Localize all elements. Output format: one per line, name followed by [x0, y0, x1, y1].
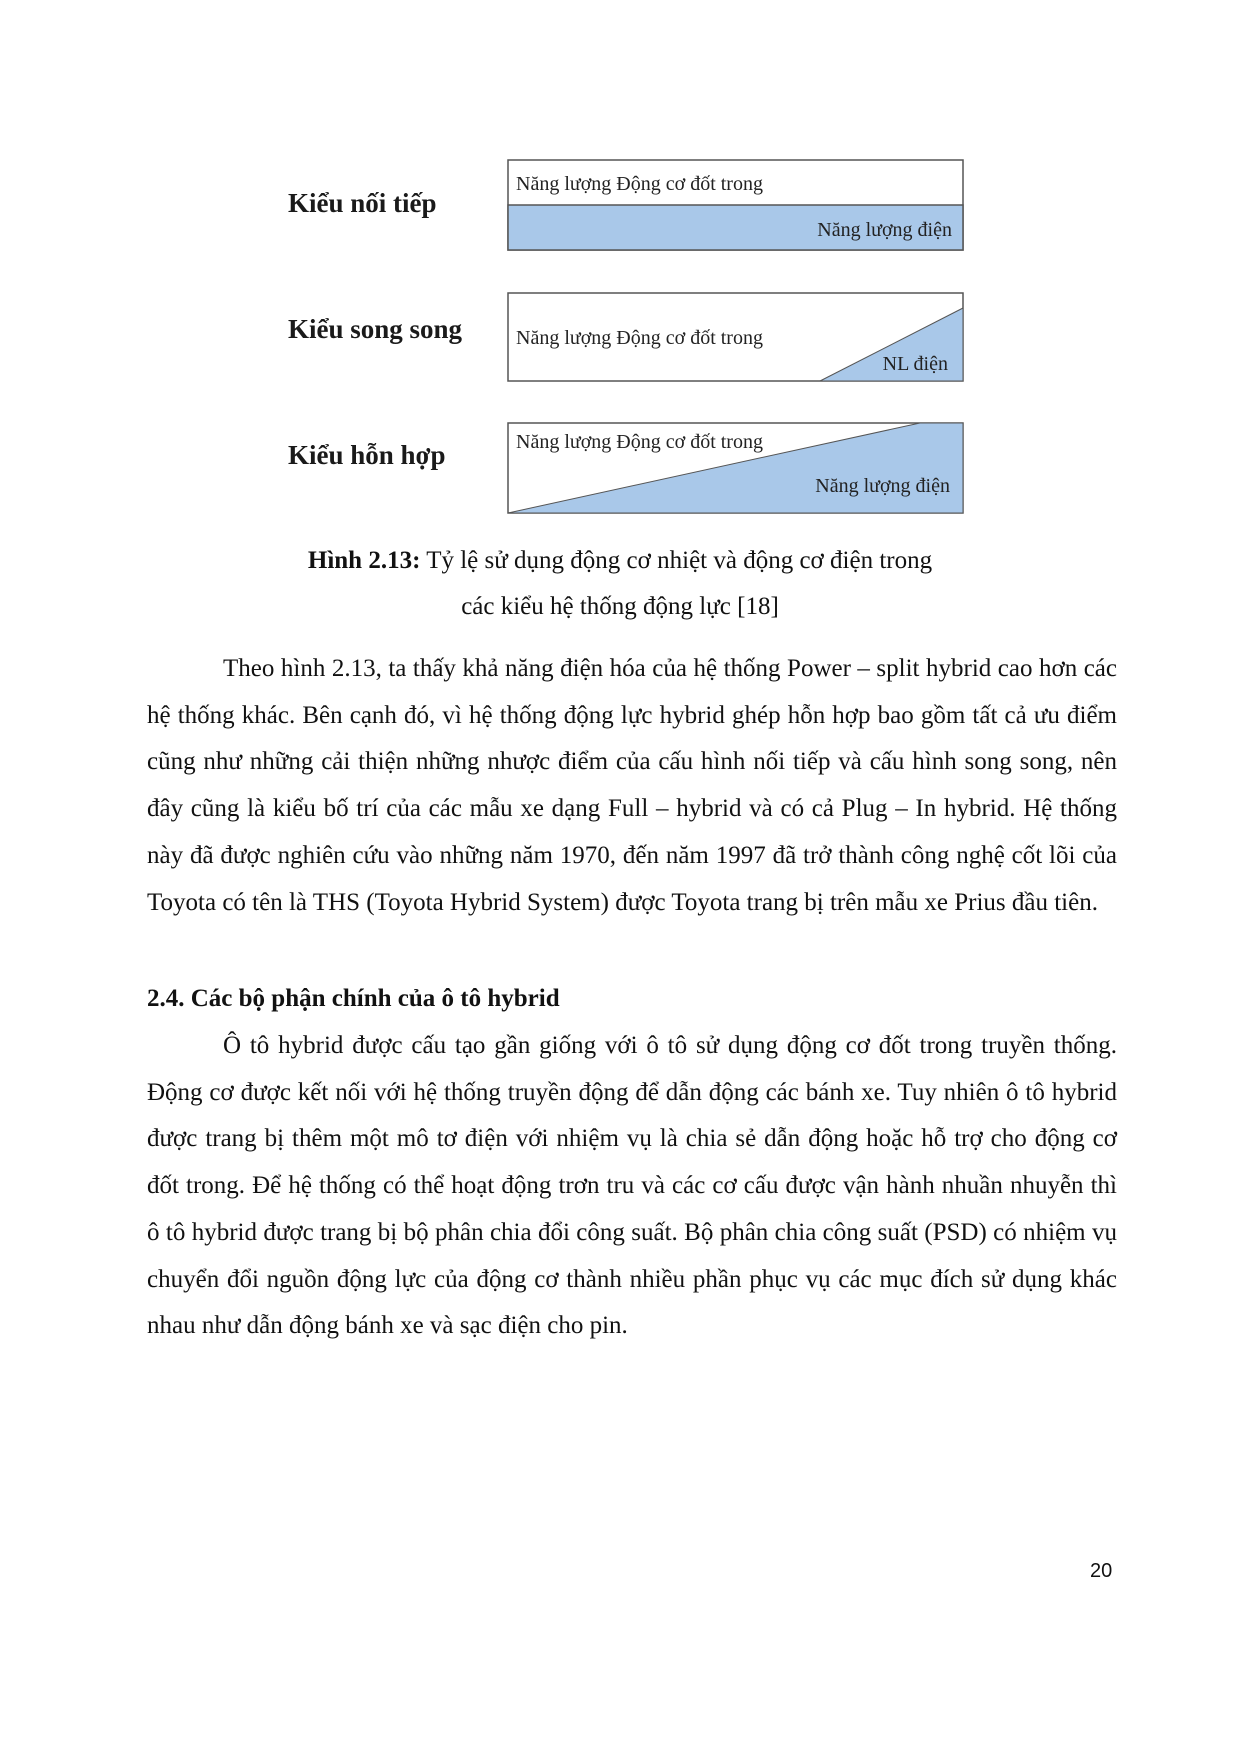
series-electric-text: Năng lượng điện: [817, 219, 952, 241]
paragraph-1-text: Theo hình 2.13, ta thấy khả năng điện hóa của hệ thống Power – split hybrid cao hơn các hệ thống khác. Bên cạnh đó, vì hệ thống động lực hybrid ghép hỗn hợp bao gồm tất cả ưu điểm cũng như những cải thiện những nhược điểm của cấu hình nối tiếp và cấu hình song song, nên đây cũng là kiểu bố trí của các mẫu xe dạng Full – hybrid và có cả Plug – In hybrid. Hệ thống này đã được nghiên cứu vào những năm 1970, đến năm 1997 đã trở thành công nghệ cốt lõi của Toyota có tên là THS (Toyota Hybrid System) được Toyota trang bị trên mẫu xe Prius đầu tiên.: [147, 655, 1117, 916]
parallel-electric-text: NL điện: [882, 353, 948, 375]
figure-caption-label: Hình 2.13:: [307, 547, 421, 574]
series-engine-text: Năng lượng Động cơ đốt trong: [516, 173, 763, 195]
hybrid-engine-text: Năng lượng Động cơ đốt trong: [516, 431, 763, 453]
series-label: Kiểu nối tiếp: [288, 188, 437, 218]
section-heading: 2.4. Các bộ phận chính của ô tô hybrid: [147, 985, 560, 1012]
hybrid-label: Kiểu hỗn hợp: [288, 440, 446, 470]
paragraph-figure-discussion: [147, 646, 1117, 926]
parallel-engine-text: Năng lượng Động cơ đốt trong: [516, 327, 763, 349]
figure-caption-text: Tỷ lệ sử dụng động cơ nhiệt và động cơ điện trong: [420, 547, 933, 574]
paragraph-2-text: Ô tô hybrid được cấu tạo gần giống với ô tô sử dụng động cơ đốt trong truyền thống. Động cơ được kết nối với hệ thống truyền động để dẫn động các bánh xe. Tuy nhiên ô tô hybrid được trang bị thêm một mô tơ điện với nhiệm vụ là chia sẻ dẫn động hoặc hỗ trợ cho động cơ đốt trong. Để hệ thống có thể hoạt động trơn tru và các cơ cấu được vận hành nhuần nhuyễn thì ô tô hybrid được trang bị bộ phân chia đổi công suất. Bộ phân chia công suất (PSD) có nhiệm vụ chuyển đổi nguồn động lực của động cơ thành nhiều phần phục vụ các mục đích sử dụng khác nhau như dẫn động bánh xe và sạc điện cho pin.: [147, 1032, 1117, 1340]
paragraph-main-components: [147, 1023, 1117, 1350]
energy-ratio-diagram: [0, 0, 1240, 540]
parallel-label: Kiểu song song: [288, 314, 463, 344]
figure-caption-line-1: [0, 538, 1240, 584]
page-number: 20: [1090, 1560, 1113, 1582]
figure-caption-line-2: các kiểu hệ thống động lực [18]: [461, 593, 779, 620]
hybrid-electric-text: Năng lượng điện: [815, 475, 950, 497]
